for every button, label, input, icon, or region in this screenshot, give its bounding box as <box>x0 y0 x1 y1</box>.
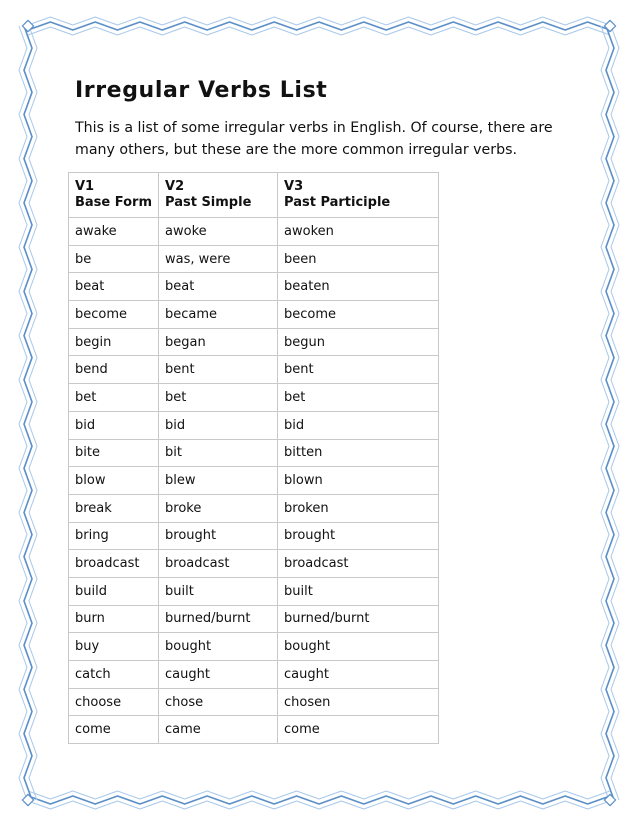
header-v2 <box>159 173 278 218</box>
past-simple-cell: bit <box>159 439 278 467</box>
base-form-cell: burn <box>69 605 159 633</box>
border-corner-ornament <box>22 794 33 805</box>
table-row <box>69 356 439 384</box>
header-code: V2 <box>165 179 185 194</box>
base-form-cell: choose <box>69 688 159 716</box>
table-row <box>69 716 439 744</box>
past-simple-cell: bet <box>159 384 278 412</box>
past-simple-cell: bent <box>159 356 278 384</box>
past-participle-cell: broken <box>278 494 439 522</box>
base-form-cell: break <box>69 494 159 522</box>
past-participle-cell: begun <box>278 328 439 356</box>
past-participle-cell: bet <box>278 384 439 412</box>
base-form-cell: bend <box>69 356 159 384</box>
past-simple-cell: was, were <box>159 245 278 273</box>
table-row <box>69 550 439 578</box>
table-row <box>69 605 439 633</box>
past-participle-cell: bid <box>278 411 439 439</box>
past-participle-cell: blown <box>278 467 439 495</box>
table-row <box>69 384 439 412</box>
border-corner-ornament <box>604 20 615 31</box>
past-simple-cell: broadcast <box>159 550 278 578</box>
past-participle-cell: chosen <box>278 688 439 716</box>
past-participle-cell: bought <box>278 633 439 661</box>
header-label: Base Form <box>75 195 153 210</box>
intro-paragraph: This is a list of some irregular verbs in English. Of course, there are many others, but these are the more common irregular verbs. <box>75 120 553 158</box>
past-simple-cell: became <box>159 301 278 329</box>
base-form-cell: build <box>69 577 159 605</box>
past-simple-cell: built <box>159 577 278 605</box>
base-form-cell: become <box>69 301 159 329</box>
base-form-cell: beat <box>69 273 159 301</box>
base-form-cell: begin <box>69 328 159 356</box>
table-row <box>69 633 439 661</box>
border-zigzag-line <box>28 17 610 25</box>
past-simple-cell: caught <box>159 661 278 689</box>
border-corner-ornament <box>22 20 33 31</box>
base-form-cell: bring <box>69 522 159 550</box>
border-corner-ornament <box>604 794 615 805</box>
past-participle-cell: caught <box>278 661 439 689</box>
past-participle-cell: beaten <box>278 273 439 301</box>
base-form-cell: come <box>69 716 159 744</box>
past-simple-cell: came <box>159 716 278 744</box>
table-row <box>69 411 439 439</box>
table-row <box>69 661 439 689</box>
past-participle-cell: brought <box>278 522 439 550</box>
base-form-cell: bid <box>69 411 159 439</box>
table-row <box>69 218 439 246</box>
past-participle-cell: burned/burnt <box>278 605 439 633</box>
past-participle-cell: been <box>278 245 439 273</box>
base-form-cell: buy <box>69 633 159 661</box>
table-row <box>69 467 439 495</box>
border-zigzag-line <box>28 791 610 799</box>
border-zigzag-line <box>28 27 610 35</box>
base-form-cell: be <box>69 245 159 273</box>
page-title: Irregular Verbs List <box>75 78 328 103</box>
base-form-cell: awake <box>69 218 159 246</box>
header-label: Past Simple <box>165 195 252 210</box>
base-form-cell: bet <box>69 384 159 412</box>
past-participle-cell: awoken <box>278 218 439 246</box>
base-form-cell: catch <box>69 661 159 689</box>
table-row <box>69 328 439 356</box>
past-simple-cell: burned/burnt <box>159 605 278 633</box>
table-row <box>69 301 439 329</box>
past-participle-cell: come <box>278 716 439 744</box>
past-participle-cell: bent <box>278 356 439 384</box>
header-label: Past Participle <box>284 195 391 210</box>
header-code: V1 <box>75 179 95 194</box>
table-row <box>69 688 439 716</box>
header-code: V3 <box>284 179 304 194</box>
base-form-cell: blow <box>69 467 159 495</box>
table-row <box>69 494 439 522</box>
past-participle-cell: built <box>278 577 439 605</box>
past-simple-cell: chose <box>159 688 278 716</box>
document-body <box>75 78 575 161</box>
border-zigzag-line <box>28 796 610 804</box>
border-zigzag-line <box>28 22 610 30</box>
past-simple-cell: began <box>159 328 278 356</box>
past-participle-cell: bitten <box>278 439 439 467</box>
base-form-cell: bite <box>69 439 159 467</box>
past-simple-cell: bid <box>159 411 278 439</box>
past-simple-cell: broke <box>159 494 278 522</box>
past-simple-cell: awoke <box>159 218 278 246</box>
table-row <box>69 245 439 273</box>
base-form-cell: broadcast <box>69 550 159 578</box>
past-simple-cell: beat <box>159 273 278 301</box>
past-simple-cell: bought <box>159 633 278 661</box>
past-participle-cell: broadcast <box>278 550 439 578</box>
table-header-row <box>69 173 439 218</box>
border-zigzag-line <box>28 801 610 809</box>
past-participle-cell: become <box>278 301 439 329</box>
past-simple-cell: brought <box>159 522 278 550</box>
table-row <box>69 439 439 467</box>
table-row <box>69 577 439 605</box>
header-v1 <box>69 173 159 218</box>
table-row <box>69 522 439 550</box>
irregular-verbs-table <box>68 172 439 744</box>
past-simple-cell: blew <box>159 467 278 495</box>
table-row <box>69 273 439 301</box>
header-v3 <box>278 173 439 218</box>
